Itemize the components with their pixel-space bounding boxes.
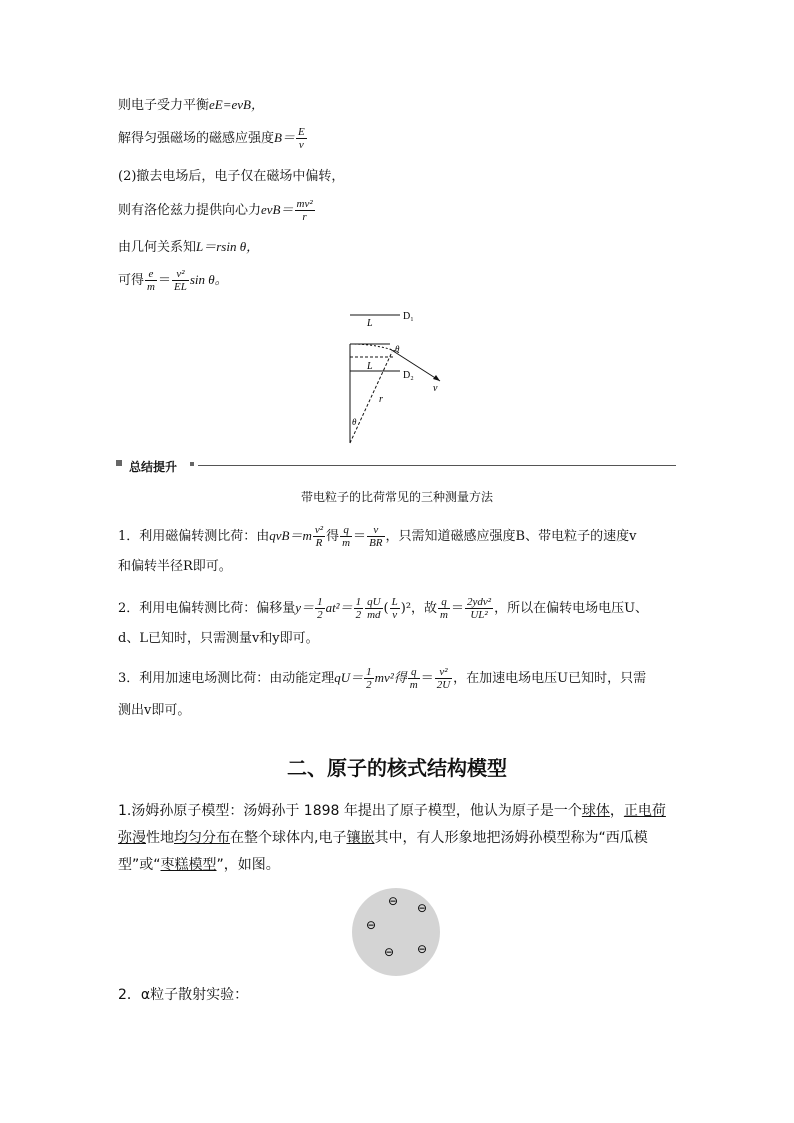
text: 2．利用电偏转测比荷：偏移量	[118, 601, 296, 616]
fraction	[438, 596, 450, 621]
numerator: e	[145, 268, 157, 281]
denominator: r	[302, 211, 307, 223]
numerator: E	[297, 126, 305, 138]
text: 在整个球体内,电子	[230, 830, 347, 846]
electron-icon: ⊖	[366, 918, 377, 932]
numerator: 2ydv²	[467, 596, 492, 608]
denominator: m	[409, 679, 418, 691]
label-theta-bottom: θ	[352, 417, 357, 427]
electron-icon: ⊖	[388, 894, 399, 908]
denominator: 2	[366, 679, 372, 691]
numerator: L	[391, 596, 398, 608]
fraction	[172, 268, 189, 293]
denominator: 2	[317, 609, 323, 621]
equation: mv²得	[374, 670, 407, 685]
numerator: 1	[355, 596, 362, 608]
denominator: UL²	[470, 609, 488, 621]
solution-line-5	[118, 238, 259, 257]
fraction	[354, 596, 364, 621]
fraction	[340, 524, 352, 549]
fraction	[315, 596, 325, 621]
fraction	[364, 666, 374, 691]
numerator: q	[438, 596, 450, 609]
numerator: q	[340, 524, 352, 537]
label-theta-top: θ	[395, 344, 400, 354]
summary-header: 总结提升	[129, 460, 178, 474]
label-v: v	[433, 383, 438, 394]
numerator: 1	[366, 666, 372, 678]
text: 由几何关系知	[118, 240, 197, 255]
numerator: v	[367, 524, 384, 537]
denominator: m	[147, 281, 155, 293]
summary-item-3-cont	[118, 702, 190, 720]
label-r: r	[379, 394, 383, 405]
label-D2: D₂	[403, 370, 414, 381]
text: 3．利用加速电场测比荷：由动能定理	[118, 671, 335, 686]
text: ＝	[420, 671, 434, 686]
numerator: v²	[435, 666, 452, 679]
text: 测出v即可。	[118, 703, 191, 718]
numerator: q	[408, 666, 420, 679]
text: 得	[326, 529, 340, 544]
summary-title: 带电粒子的比荷常见的三种测量方法	[300, 490, 493, 504]
text: ，	[609, 803, 624, 819]
denominator: m	[342, 537, 351, 549]
velocity-arrowhead	[433, 375, 440, 381]
text: 解得匀强磁场的磁感应强度	[118, 131, 275, 146]
thomson-model-diagram	[350, 886, 442, 978]
summary-item-1-cont	[118, 558, 232, 576]
underlined-text: 球体	[581, 803, 610, 819]
denominator: m	[440, 609, 448, 621]
bullet-square-right	[190, 462, 194, 466]
arc-path	[350, 344, 400, 353]
equation: eE=evB，	[209, 97, 264, 112]
summary-item-2-cont	[118, 630, 319, 648]
summary-item-1	[118, 524, 636, 549]
solution-line-2	[118, 126, 308, 151]
section2-paragraph-2: 2．α粒子散射实验：	[118, 987, 249, 1003]
denominator: 2U	[436, 679, 451, 691]
summary-rule	[198, 465, 676, 466]
text: d、L已知时，只需测量v和y即可。	[118, 631, 319, 646]
denominator: md	[367, 609, 381, 621]
bullet-square-left	[116, 460, 122, 466]
denominator: EL	[173, 281, 187, 293]
denominator: BR	[369, 537, 383, 549]
text: 1.汤姆孙原子模型：汤姆孙于 1898 年提出了原子模型，他认为原子是一个	[118, 803, 582, 819]
fraction	[313, 524, 325, 549]
fraction	[367, 524, 384, 549]
electron-icon: ⊖	[417, 942, 428, 956]
fraction	[390, 596, 400, 621]
electron-icon: ⊖	[417, 901, 428, 915]
equation: L＝rsin θ，	[196, 239, 260, 254]
text: ”，如图。	[216, 857, 280, 873]
text: (2)撤去电场后，电子仅在磁场中偏转，	[118, 169, 345, 184]
equation: y＝	[295, 600, 315, 615]
solution-line-4	[118, 198, 316, 223]
fraction	[295, 198, 315, 223]
underlined-text: 枣	[160, 857, 175, 873]
underlined-text: 镶嵌	[346, 830, 375, 846]
text: ，只需知道磁感应强度B、带电粒子的速度v	[385, 529, 637, 544]
equation: B＝	[274, 130, 295, 145]
solution-line-6: 可得 $\frac{e}{m}$ ＝ $\frac{\text{v²}}{EL}$ sin θ。	[118, 268, 228, 293]
section-heading: 二、原子的核式结构模型	[287, 756, 507, 780]
underlined-text: 正电荷弥漫	[118, 803, 666, 846]
label-L-mid: L	[367, 361, 373, 372]
text: 和偏转半径R即可。	[118, 559, 232, 574]
underlined-text: 糕模型	[174, 857, 217, 873]
fraction	[145, 268, 157, 293]
numerator: v²	[314, 524, 324, 536]
text: ²，故	[405, 601, 438, 616]
denominator: v	[392, 609, 398, 621]
text: ＝	[353, 529, 367, 544]
numerator: mv²	[296, 198, 313, 210]
denominator: R	[315, 537, 323, 549]
equation: at²＝	[325, 600, 353, 615]
equation: sin θ。	[189, 272, 228, 287]
fraction	[465, 596, 493, 621]
text: 则有洛伦兹力提供向心力	[118, 203, 262, 218]
summary-item-3	[118, 666, 646, 691]
electron-icon: ⊖	[384, 945, 395, 959]
fraction	[365, 596, 382, 621]
solution-line-1	[118, 96, 264, 115]
summary-item-2: 2．利用电偏转测比荷：偏移量y＝ $\frac{1}{2}$ at²＝ $\frac{1}{2}$ $\frac{qU}{md}$ ( $\frac{L}{v}$ )²，故 $\frac{q}{m}$ ＝ $\frac{\text{2ydv²}}{\text{UL²}}$ ，所以在偏转电场电压U、	[118, 596, 649, 621]
solution-line-3	[118, 168, 344, 186]
fraction	[408, 666, 420, 691]
numerator: 1	[317, 596, 323, 608]
text: 性地	[146, 830, 174, 846]
label-L-top: L	[367, 318, 373, 329]
section2-paragraph-1	[118, 798, 678, 879]
fraction	[435, 666, 452, 691]
deflection-diagram	[340, 305, 470, 447]
equation: evB＝	[261, 202, 294, 217]
numerator: qU	[367, 596, 381, 608]
equation: qU＝	[334, 670, 364, 685]
text: 其中，有人形象地把汤姆孙模型称为“西瓜模型”或“	[118, 830, 648, 873]
numerator: v²	[172, 268, 189, 281]
equation: qvB＝m	[269, 528, 312, 543]
denominator: 2	[355, 609, 362, 621]
text: 则电子受力平衡	[118, 98, 210, 113]
label-D1: D₁	[403, 311, 414, 322]
text: 1．利用磁偏转测比荷：由	[118, 529, 270, 544]
text: ，所以在偏转电场电压U、	[494, 601, 649, 616]
underlined-text: 均匀分布	[174, 830, 230, 846]
text: ＝	[450, 601, 464, 616]
denominator: v	[298, 139, 304, 151]
text: ，在加速电场电压U已知时，只需	[453, 671, 647, 686]
fraction	[296, 126, 307, 151]
text: 可得	[118, 273, 145, 288]
